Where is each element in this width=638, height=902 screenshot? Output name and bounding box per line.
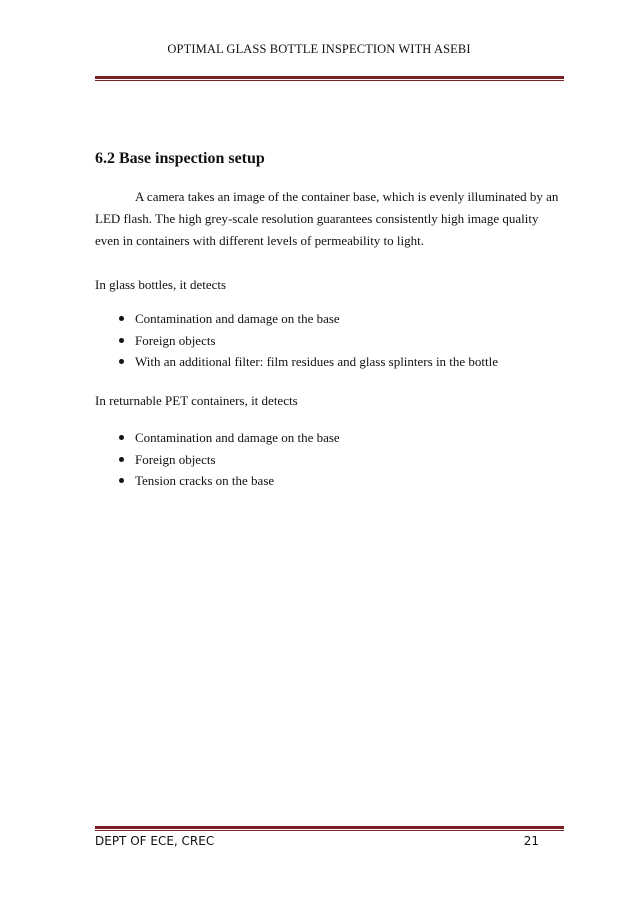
list-item-text: With an additional filter: film residues and glass splinters in the bottle [135, 354, 499, 369]
bullet-icon [119, 316, 124, 321]
list-item [95, 470, 565, 492]
list-item-text: Foreign objects [135, 332, 216, 348]
list-item-text: Foreign objects [135, 451, 216, 467]
section-heading: 6.2 Base inspection setup [95, 150, 265, 167]
bullet-icon [119, 435, 124, 440]
bullet-icon [119, 359, 124, 364]
list-item [95, 427, 565, 449]
glass-intro: In glass bottles, it detects [95, 277, 227, 292]
header-rule [95, 76, 564, 81]
page-number: 21 [523, 834, 539, 848]
pet-intro: In returnable PET containers, it detects [95, 393, 298, 408]
bullet-icon [119, 457, 124, 462]
footer-rule [95, 826, 564, 831]
footer-department: DEPT OF ECE, CREC [95, 834, 215, 848]
list-item [95, 449, 565, 471]
list-item [95, 351, 565, 373]
bullet-icon [119, 478, 124, 483]
list-item [95, 308, 565, 330]
list-item-text: Tension cracks on the base [135, 473, 275, 488]
list-item [95, 330, 565, 352]
list-item-text: Contamination and damage on the base [135, 311, 340, 326]
pet-detection-list [95, 427, 565, 492]
glass-detection-list [95, 308, 565, 373]
list-item-text: Contamination and damage on the base [135, 430, 340, 445]
running-header: OPTIMAL GLASS BOTTLE INSPECTION WITH ASEBI [167, 42, 471, 56]
intro-paragraph: A camera takes an image of the container base, which is evenly illuminated by an LED flash. The high grey-scale resolution guarantees consistently high image quality even in containers with different levels of permeability to light. [95, 189, 559, 248]
bullet-icon [119, 338, 124, 343]
